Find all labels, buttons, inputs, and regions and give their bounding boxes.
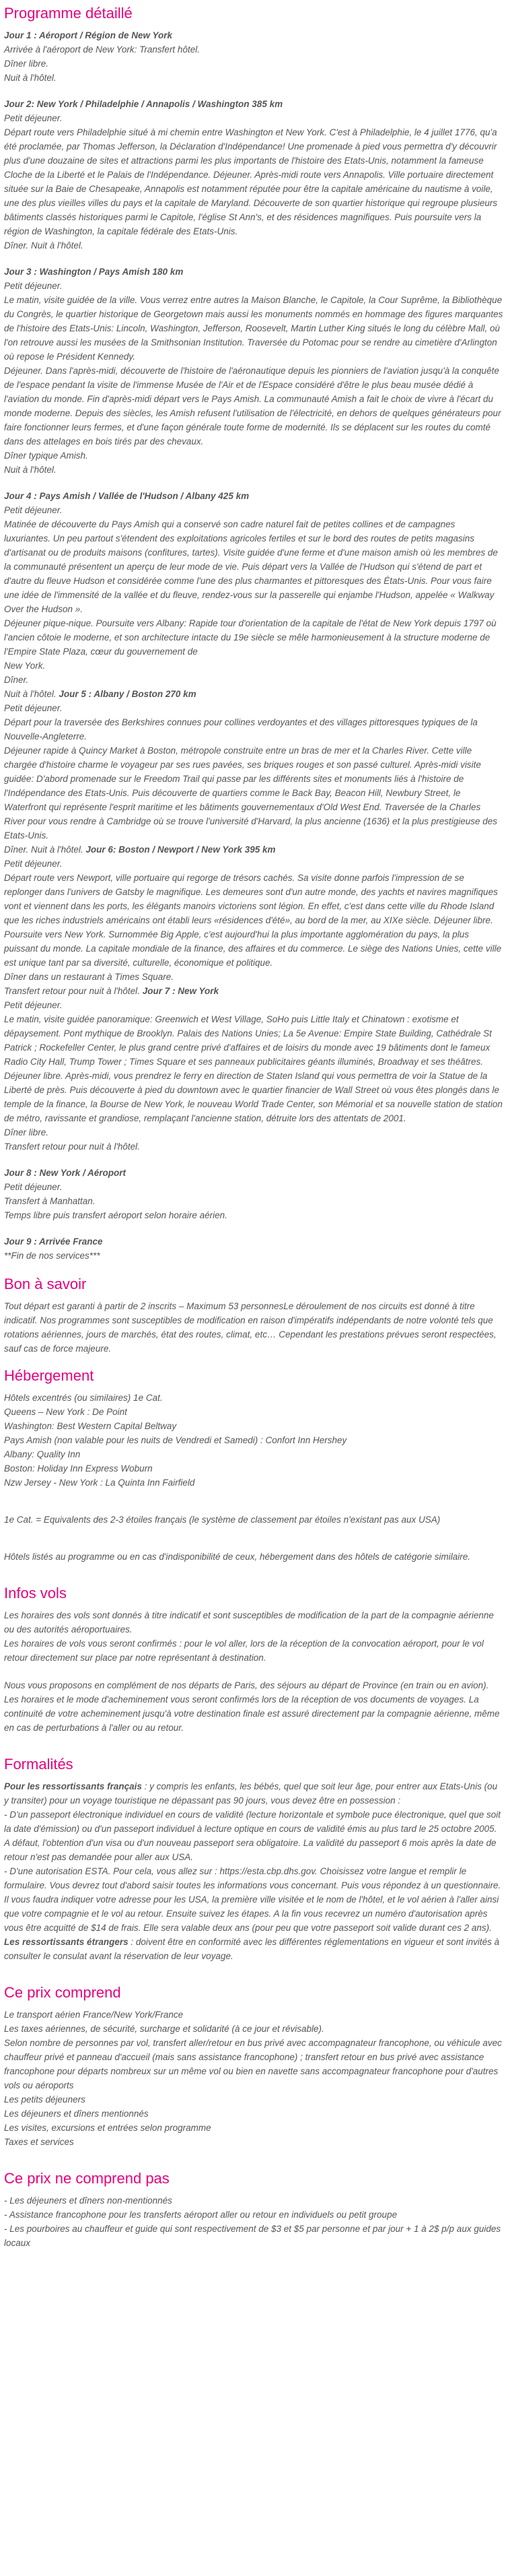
formalities-french (4, 1779, 503, 1808)
day-line: Transfert à Manhattan. (4, 1196, 96, 1206)
day-title: Jour 3 : Washington / Pays Amish 180 km (4, 267, 184, 277)
included-list (4, 2008, 503, 2149)
day-line: Départ pour la traversée des Berkshires connues pour collines verdoyantes et des villages pittoresques typiques de la Nouvelle-Angleterre. (4, 717, 478, 741)
day-line: Petit déjeuner. (4, 505, 63, 515)
flight-info-text: Les horaires des vols sont donnés à titre indicatif et sont susceptibles de modification de la part de la compagnie aérienne ou des autorités aéroportuaires. (4, 1610, 494, 1634)
hotel-list (4, 1391, 503, 1490)
day-title: Jour 1 : Aéroport / Région de New York (4, 30, 173, 40)
day-line: Arrivée à l'aéroport de New York: Transfert hôtel. (4, 44, 200, 55)
hotel-line: Queens – New York : De Point (4, 1407, 127, 1417)
formalities-bullet: - D'un passeport électronique individuel en cours de validité (lecture horizontale et symbole puce électronique, quel que soit la date d'émission) ou d'un passeport individuel à lecture optique en cours de validité émis au plus tard le 25 octobre 2005. A défaut, l'obtention d'un visa ou d'un nouveau passeport sera obligatoire. La validité du passeport 6 mois après la date de retour n'est pas demandée pour aller aux USA. (4, 1810, 501, 1862)
formalities-text: : doivent être en conformité avec les différentes réglementations en vigueur et sont invités à consulter le consulat avant la réservation de leur voyage. (4, 1937, 500, 1961)
day-line: Dîner libre. (4, 59, 49, 69)
section-title-programme: Programme détaillé (4, 5, 133, 22)
section-title-hebergement: Hébergement (4, 1367, 94, 1384)
day-4-to-7 (4, 489, 503, 1154)
day-line: Petit déjeuner. (4, 859, 63, 869)
day-line: Départ route vers Philadelphie situé à mi chemin entre Washington et New York. C'est à Philadelphie, le 4 juillet 1776, qu'a été proclamée, par Thomas Jefferson, la Déclaration d'Indépendance! Une promenade à pied vous permettra d'y découvrir plus d'une douzaine de sites et attractions parmi les plus importants de l'histoire des Etats-Unis, notamment la fameuse Cloche de la Liberté et le Palais de l'Indépendance. Déjeuner. Après-midi route vers Annapolis. Ville portuaire directement située sur la Baie de Chesapeake, Annapolis est notamment réputée pour être la capitale américaine du nautisme à voile, une des plus vieilles villes du pays et la capitale de Maryland. Découverte de son quartier historique qui regroupe plusieurs bâtiments classés historiques parmi le Capitole, l'église St Ann's, et des résidences magnifiques. Puis poursuite vers la région de Washington, la capitale fédérale des Etats-Unis. (4, 127, 498, 236)
day-title: Jour 4 : Pays Amish / Vallée de l'Hudson / Albany 425 km (4, 491, 250, 501)
formalities-text: : y compris les enfants, les bébés, quel que soit leur âge, pour entrer aux Etats-Unis (ou y transiter) pour un voyage touristique ne dépassant pas 90 jours, vous devez être en possession : (4, 1781, 498, 1806)
flight-info-text: Nous vous proposons en complément de nos départs de Paris, des séjours au départ de Province (en train ou en avion). Les horaires et le mode d'acheminement vous seront confirmés lors de la réception de vos documents de voyages. La continuité de votre acheminement jusqu'à votre destination finale est assuré directement par la compagnie aérienne, même en cas de perturbations à l'aller ou au retour. (4, 1680, 500, 1733)
formalities-bullet: - D'une autorisation ESTA. Pour cela, vous allez sur : https://esta.cbp.dhs.gov. Choisissez votre langue et remplir le formulaire. Vous devrez tout d'abord saisir toutes les informations vous concernant. Puis vous répondez à un questionnaire. Il vous faudra indiquer votre adresse pour les USA, la première ville visitée et le nom de l'hôtel, et le vol aérien à l'aller ainsi que votre compagnie et le vol au retour. Ensuite suivez les étapes. A la fin vous recevrez un numéro d'autorisation après vous être acquitté de $14 de frais. Elle sera valable deux ans (pour peu que votre passeport soit valide durant ces 2 ans). (4, 1866, 501, 1933)
hotel-line: Boston: Holiday Inn Express Woburn (4, 1463, 153, 1474)
day-line: Petit déjeuner. (4, 281, 63, 291)
section-title-prix-comprend: Ce prix comprend (4, 1984, 121, 2001)
hotel-line: Albany: Quality Inn (4, 1449, 81, 1459)
day-title: Jour 5 : Albany / Boston 270 km (59, 689, 196, 699)
day-line: Nuit à l'hôtel. (4, 689, 57, 699)
day-1 (4, 28, 503, 85)
bon-a-savoir-text: Tout départ est garanti à partir de 2 inscrits – Maximum 53 personnesLe déroulement de nos circuits est donné à titre indicatif. Nos programmes sont susceptibles de modification en raison d'impératifs indépendants de notre volonté tels que rotations aériennes, jours de marchés, état des routes, climat, etc… Cependant les prestations prévues seront respectées, sauf cas de force majeure. (4, 1301, 497, 1354)
day-2 (4, 97, 503, 253)
included-item: Le transport aérien France/New York/France (4, 2010, 184, 2020)
day-8 (4, 1166, 503, 1222)
included-item: Selon nombre de personnes par vol, transfert aller/retour en bus privé avec accompagnateur francophone, ou véhicule avec chauffeur privé et panneau d'accueil (mais sans assistance francophone) ; transfert retour en bus privé avec assistance francophone pour départs nombreux sur un même vol ou bien en navette sans accompagnateur francophone pour d'autres vols ou aéroports (4, 2038, 502, 2090)
day-line: Dîner typique Amish. (4, 451, 88, 461)
day-line: Matinée de découverte du Pays Amish qui a conservé son cadre naturel fait de petites collines et de campagnes luxuriantes. Un peu partout s'étendent des exploitations agricoles fertiles et sur le bord des routes de petits magasins d'artisanat ou de produits maisons (confitures, tartes). Visite guidée d'une ferme et d'une maison amish où les membres de la communauté présentent un aperçu de leur mode de vie. Puis départ vers la Vallée de l'Hudson qui s'étend de part et d'autre du fleuve Hudson et considérée comme l'une des plus charmantes et pittoresques des États-Unis. Pour vous faire une idée de l'immensité de la vallée et du fleuve, rendez-vous sur la passerelle qui enjambe l'Hudson, appelée « Walkway Over the Hudson ». (4, 519, 498, 614)
day-line: Transfert retour pour nuit à l'hôtel. (4, 986, 140, 996)
day-line: Dîner libre. (4, 1127, 49, 1137)
excluded-item: - Les déjeuners et dîners non-mentionnés (4, 2195, 172, 2206)
flight-info-text: Les horaires de vols vous seront confirmés : pour le vol aller, lors de la réception de la convocation aéroport, pour le vol retour directement sur place par notre représentant à destination. (4, 1639, 484, 1663)
excluded-list (4, 2193, 503, 2250)
section-title-infos-vols: Infos vols (4, 1585, 67, 1601)
day-title: Jour 8 : New York / Aéroport (4, 1168, 126, 1178)
day-line: Dîner. (4, 675, 29, 685)
day-line: Le matin, visite guidée panoramique: Greenwich et West Village, SoHo puis Little Italy et Chinatown : exotisme et dépaysement. Pont mythique de Brooklyn. Palais des Nations Unies; La 5e Avenue: Empire State Building, Cathédrale St Patrick ; Rockefeller Center, le plus grand centre privé d'affaires et de loisirs du monde avec 19 bâtiments dont le fameux Radio City Hall, Trump Tower ; Times Square et ses panneaux publicitaires géants illuminés, Broadway et ses théâtres. (4, 1014, 492, 1067)
hotel-line: Washington: Best Western Capital Beltway (4, 1421, 177, 1431)
day-line: Dîner. Nuit à l'hôtel. (4, 845, 83, 855)
day-line: Le matin, visite guidée de la ville. Vous verrez entre autres la Maison Blanche, le Capitole, la Cour Suprême, la Bibliothèque du Congrès, le quartier historique de Georgetown mais aussi les monuments nommés en hommage des figures marquantes de l'histoire des Etats-Unis: Lincoln, Washington, Jefferson, Roosevelt, Martin Luther King situés le long du célèbre Mall, où l'on retrouve aussi les musées de la Smithsonian Institution. Traversée du Potomac pour se rendre au cimetière d'Arlington où repose le Président Kennedy. (4, 295, 503, 362)
formalities-lead: Pour les ressortissants français (4, 1781, 142, 1791)
day-line: Petit déjeuner. (4, 1182, 63, 1192)
hotel-line: Pays Amish (non valable pour les nuits de Vendredi et Samedi) : Confort Inn Hershey (4, 1435, 347, 1445)
day-title: Jour 6: Boston / Newport / New York 395 km (85, 845, 276, 855)
included-item: Les déjeuners et dîners mentionnés (4, 2109, 149, 2119)
section-title-formalites: Formalités (4, 1756, 73, 1773)
hotel-line: Hôtels excentrés (ou similaires) 1e Cat. (4, 1393, 163, 1403)
day-line: Nuit à l'hôtel. (4, 73, 57, 83)
hotel-category-note: 1e Cat. = Equivalents des 2-3 étoiles français (le système de classement par étoiles n'existant pas aux USA) (4, 1515, 441, 1525)
hotel-availability-note: Hôtels listés au programme ou en cas d'indisponibilité de ceux, hébergement dans des hôtels de catégorie similaire. (4, 1552, 470, 1562)
day-line: **Fin de nos services*** (4, 1251, 100, 1261)
day-line: Petit déjeuner. (4, 703, 63, 713)
day-line: Déjeuner pique-nique. Poursuite vers Albany: Rapide tour d'orientation de la capitale de l'état de New York depuis 1797 où l'ancien côtoie le moderne, et son architecture intacte du 19e siècle se mêle harmonieusement à la structure moderne de l'Empire State Plaza, cœur du gouvernement de (4, 618, 497, 657)
formalities-foreign (4, 1935, 503, 1963)
day-line: Nuit à l'hôtel. (4, 465, 57, 475)
day-title: Jour 7 : New York (142, 986, 219, 996)
day-title: Jour 9 : Arrivée France (4, 1236, 103, 1247)
day-9 (4, 1234, 503, 1263)
day-title: Jour 2: New York / Philadelphie / Annapolis / Washington 385 km (4, 99, 283, 109)
included-item: Les petits déjeuners (4, 2094, 85, 2105)
day-3 (4, 265, 503, 477)
included-item: Taxes et services (4, 2137, 74, 2147)
day-line: Petit déjeuner. (4, 1000, 63, 1010)
day-6-heading-line (4, 843, 503, 857)
day-5-heading-line (4, 687, 503, 701)
day-line: Dîner. Nuit à l'hôtel. (4, 240, 83, 251)
day-line: Déjeuner libre. Après-midi, vous prendrez le ferry en direction de Staten Island qui vous permettra de voir la Statue de la Liberté de près. Puis découverte à pied du downtown avec le quartier financier de Wall Street où vous êtes plongés dans le temple de la finance, la Bourse de New York, le nouveau World Trade Center, son Mémorial et sa nouvelle station de station de métro, ravissante et grandiose, remplaçant l'ancienne station, détruite lors des attentats de 2001. (4, 1071, 503, 1123)
day-line: New York. (4, 661, 46, 671)
day-line: Départ route vers Newport, ville portuaire qui regorge de trésors cachés. Sa visite donne parfois l'impression de se replonger dans l'univers de Gatsby le magnifique. Les demeures sont d'un autre monde, des yachts et navires magnifiques vont et viennent dans les ports, les élégants manoirs victoriens sont légion. En effet, c'est dans cette ville du Rhode Island que les riches industriels américains ont établi leurs «résidences d'été», au bord de la mer, au XIXe siècle. Déjeuner libre. Poursuite vers New York. Surnommée Big Apple, c'est aujourd'hui la plus importante agglomération du pays, la plus puissant du monde. La capitale mondiale de la finance, des affaires et du commerce. Le siège des Nations Unies, cette ville est unique tant par sa diversité, culturelle, économique et politique. (4, 873, 502, 968)
section-title-prix-ne-comprend: Ce prix ne comprend pas (4, 2170, 170, 2187)
section-title-bon-a-savoir: Bon à savoir (4, 1276, 87, 1292)
excluded-item: - Les pourboires au chauffeur et guide qui sont respectivement de $3 et $5 par personne et par jour + 1 à 2$ p/p aux guides locaux (4, 2224, 501, 2248)
day-line: Transfert retour pour nuit à l'hôtel. (4, 1142, 140, 1152)
formalities-lead: Les ressortissants étrangers (4, 1937, 129, 1947)
excluded-item: - Assistance francophone pour les transferts aéroport aller ou retour en individuels ou petit groupe (4, 2210, 398, 2220)
day-line: Petit déjeuner. (4, 113, 63, 123)
day-line: Déjeuner rapide à Quincy Market à Boston, métropole construite entre un bras de mer et la Charles River. Cette ville chargée d'histoire charme le voyageur par ses rues pavées, ses briques rouges et son passé culturel. Après-midi visite guidée: D'abord promenade sur le Freedom Trail qui passe par les différents sites et monuments liés à l'histoire de l'Indépendance des Etats-Unis. Puis découverte de quartiers comme le Back Bay, Beacon Hill, Newbury Street, le Waterfront qui représente l'esprit maritime et les bâtiments gouvernementaux d'Old West End. Traversée de la Charles River pour vous rendre à Cambridge où se trouve l'université d'Harvard, la plus ancienne (1636) et la plus prestigieuse des Etats-Unis. (4, 746, 498, 840)
day-7-heading-line (4, 984, 503, 998)
hotel-line: Nzw Jersey - New York : La Quinta Inn Fairfield (4, 1478, 195, 1488)
day-line: Temps libre puis transfert aéroport selon horaire aérien. (4, 1210, 227, 1220)
day-line: Dîner dans un restaurant à Times Square. (4, 972, 174, 982)
included-item: Les taxes aériennes, de sécurité, surcharge et solidarité (à ce jour et révisable). (4, 2024, 324, 2034)
included-item: Les visites, excursions et entrées selon programme (4, 2123, 211, 2133)
day-line: Déjeuner. Dans l'après-midi, découverte de l'histoire de l'aéronautique depuis les pionniers de l'aviation jusqu'à la conquête de l'espace pendant la visite de l'immense Musée de l'Air et de l'Espace considéré d'être le plus beau musée dédié à l'aviation du monde. Fin d'après-midi départ vers le Pays Amish. La communauté Amish a fait le choix de vivre à l'écart du monde moderne. Depuis des siècles, les Amish refusent l'utilisation de l'électricité, en dehors de quelques générateurs pour faire fonctionner leurs fermes, et d'une façon générale toute forme de modernité. Ils se déplacent sur les routes du comté dans des attelages en bois tirés par des chevaux. (4, 366, 501, 447)
